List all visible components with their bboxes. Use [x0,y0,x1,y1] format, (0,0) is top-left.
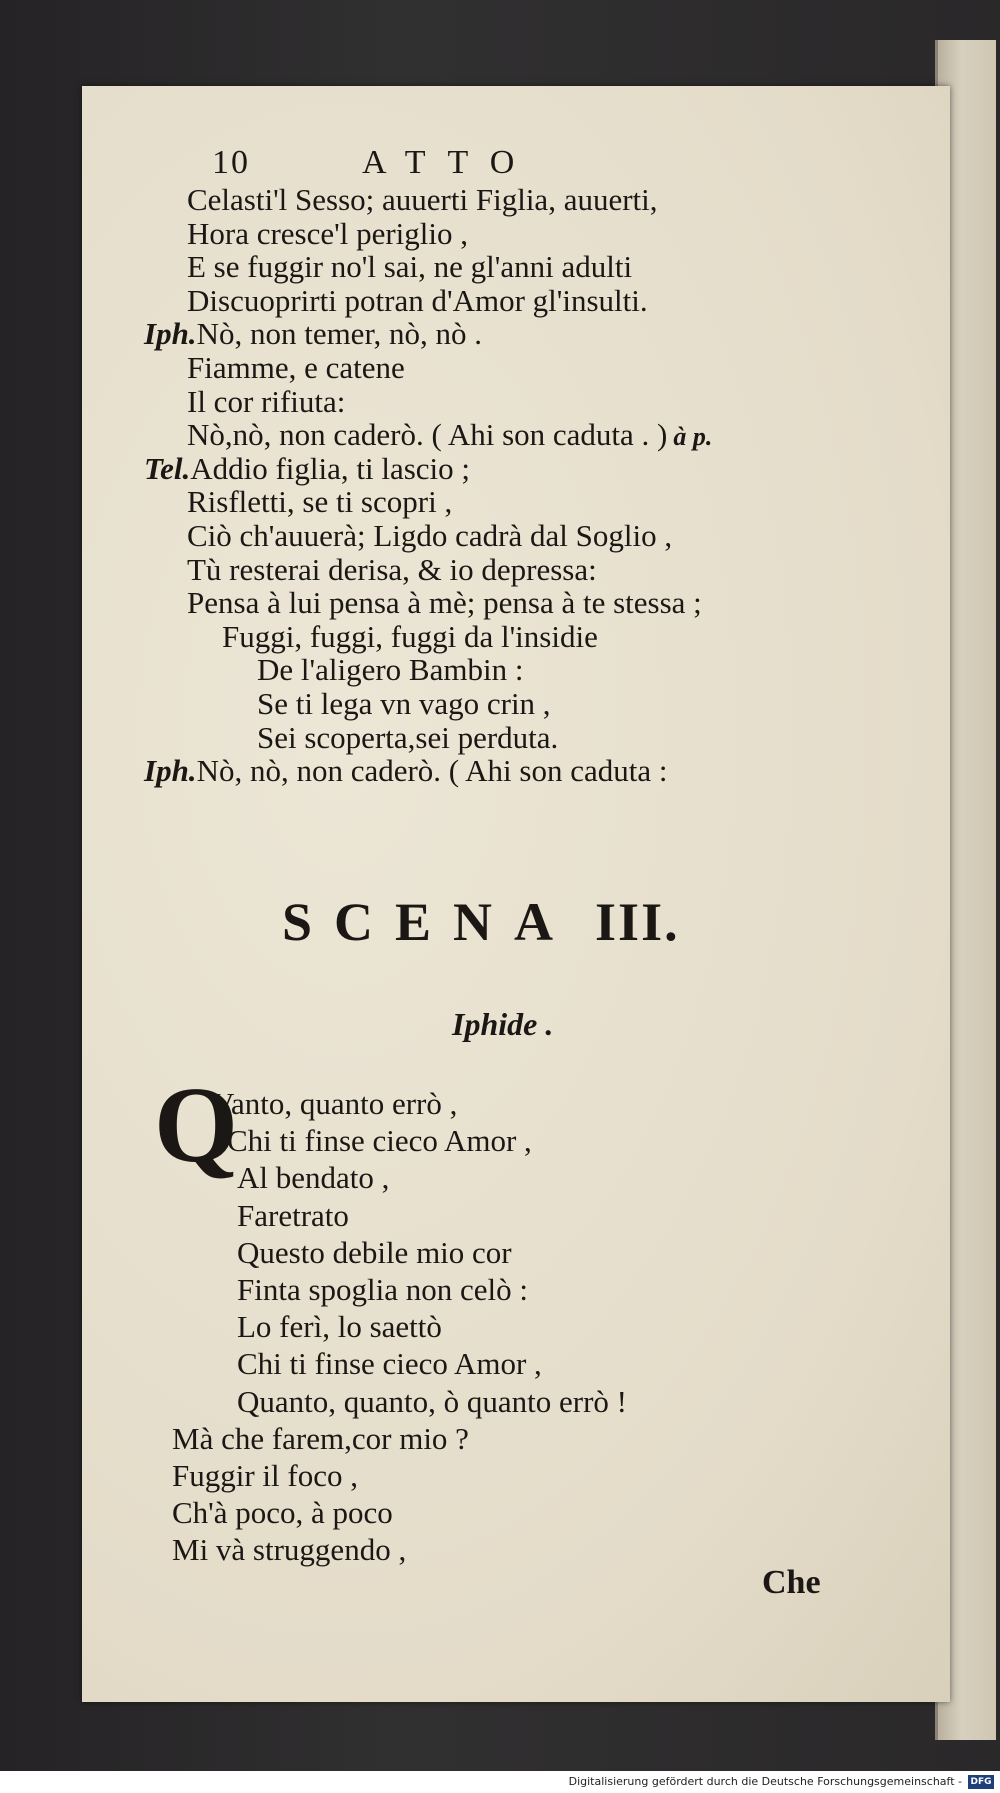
verse-line [222,619,598,655]
book-page [82,86,950,1702]
page-text [82,86,950,1702]
verse-line: Mà che farem,cor mio ? [172,1420,469,1456]
verse-line: Ch'à poco, à poco [172,1495,393,1531]
verse-text: Nò, non temer, nò, nò . [196,316,483,352]
speaker-label: Iph. [144,753,197,789]
verse-line: Quanto, quanto, ò quanto errò ! [237,1383,627,1419]
verse-line [187,249,632,285]
verse-line: Lo ferì, lo saettò [237,1309,442,1345]
verse-line [257,686,551,722]
verse-line [257,720,558,756]
verse-line [187,182,658,218]
verse-text: Risfletti, se ti scopri , [187,484,453,520]
verse-text: E se fuggir no'l sai, ne gl'anni adulti [187,249,633,285]
speaker-label: Tel. [144,450,191,486]
verse-text: Nò, nò, non caderò. ( Ahi son caduta : [196,753,668,789]
verse-text: Ciò ch'auuerà; Ligdo cadrà dal Soglio , [187,518,673,553]
verse-line [187,384,345,420]
verse-line [257,652,523,688]
verse-text: Tù resterai derisa, & io depressa: [187,551,597,587]
verse-line [187,552,597,588]
verse-line [187,350,405,386]
verse-line [144,451,470,487]
verse-line [144,316,482,352]
verse-line: Faretrato [237,1197,349,1233]
speaker-label: Iph. [144,316,197,352]
scene-label: SCENA [282,892,576,952]
verse-line [187,417,712,455]
verse-line [187,484,452,520]
catchword: Che [762,1564,821,1601]
verse-text: De l'aligero Bambin : [257,652,524,688]
verse-text: Pensa à lui pensa à mè; pensa à te stessa ; [187,585,702,621]
verse-line: Al bendato , [237,1160,390,1196]
verse-line: Fuggir il foco , [172,1458,358,1493]
verse-text: Hora cresce'l periglio , [187,215,469,251]
page-number: 10 [212,144,250,181]
running-title: ATTO [362,144,537,181]
verse-line [187,518,672,554]
verse-line: Chi ti finse cieco Amor , [227,1123,532,1159]
running-header [212,144,537,182]
verse-line: Finta spoglia non celò : [237,1272,529,1307]
scene-heading [282,891,680,953]
verse-line: Vanto, quanto errò , [212,1086,458,1121]
verse-text: Celasti'l Sesso; auuerti Figlia, auuerti, [187,182,658,217]
verse-text: Nò,nò, non caderò. ( Ahi son caduta . ) [187,417,668,453]
verse-text: Fiamme, e catene [187,350,405,385]
verse-line: Chi ti finse cieco Amor , [237,1346,542,1382]
footer-credit: Digitalisierung gefördert durch die Deutsche Forschungsgemeinschaft - [568,1775,962,1788]
verse-line [144,753,667,789]
stage-aside: à p. [673,422,713,452]
verse-text: Fuggi, fuggi, fuggi da l'insidie [222,618,598,654]
verse-text: Sei scoperta,sei perduta. [257,719,559,755]
verse-line: Mi và struggendo , [172,1532,407,1568]
scene-character: Iphide . [452,1006,554,1042]
verse-text: Discuoprirti potran d'Amor gl'insulti. [187,282,648,318]
verse-line [187,216,468,252]
drop-capital: Q [154,1066,239,1185]
digitization-footer [0,1771,1000,1793]
facing-page-bleed [966,190,992,1690]
scene-number: III. [595,892,680,952]
verse-line [187,585,702,621]
verse-line: Questo debile mio cor [237,1234,512,1270]
dfg-logo-icon: DFG [968,1775,994,1789]
verse-text: Addio figlia, ti lascio ; [190,450,471,486]
verse-text: Se ti lega vn vago crin , [257,686,551,721]
verse-text: Il cor rifiuta: [187,383,346,419]
verse-line [187,283,648,319]
